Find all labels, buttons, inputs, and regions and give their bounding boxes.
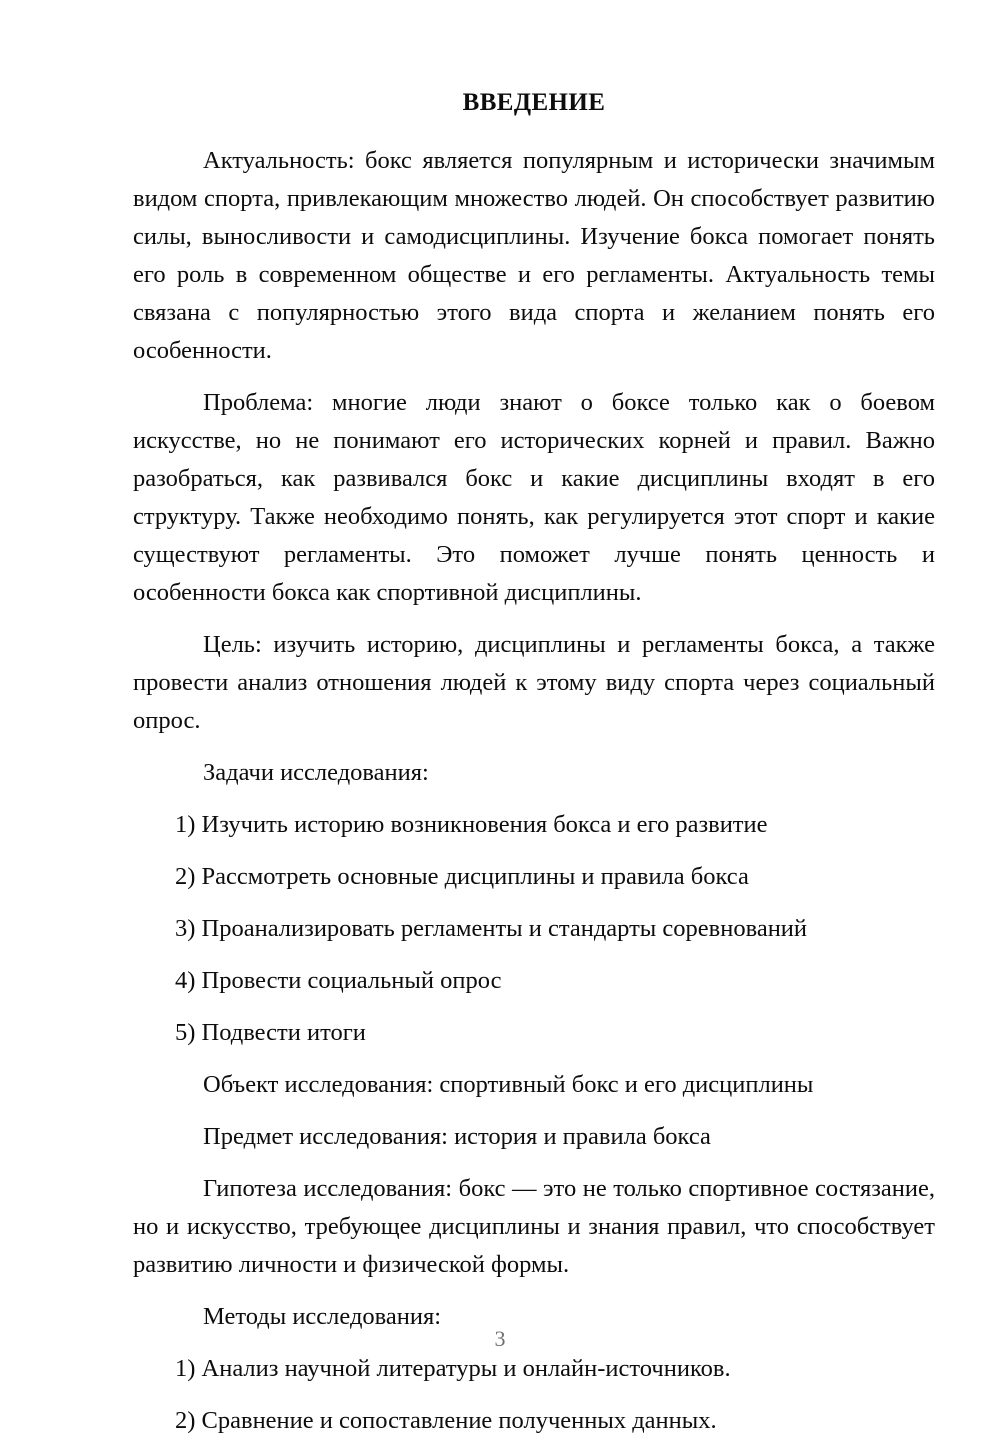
paragraph-subject: Предмет исследования: история и правила бокса (203, 1123, 711, 1150)
paragraph-relevance: Актуальность: бокс является популярным и исторически значимым видом спорта, привлекающим множество людей. Он способствует развитию силы, выносливости и самодисциплины. Изучение бокса помогает понять его роль в современном обществе и его регламенты. Актуальность темы связана с популярностью этого вида спорта и желанием понять его особенности. (133, 147, 935, 364)
tasks-list (133, 806, 935, 1052)
methods-heading: Методы исследования: (203, 1303, 442, 1330)
list-item: 4) Провести социальный опрос (175, 967, 502, 994)
tasks-heading: Задачи исследования: (203, 759, 429, 786)
page-title: ВВЕДЕНИЕ (462, 89, 606, 116)
list-item: 5) Подвести итоги (175, 1019, 366, 1046)
paragraph-object: Объект исследования: спортивный бокс и его дисциплины (203, 1071, 814, 1098)
list-item: 3) Проанализировать регламенты и стандарты соревнований (175, 915, 808, 942)
list-item: 2) Рассмотреть основные дисциплины и правила бокса (175, 863, 749, 890)
methods-list (133, 1350, 935, 1440)
paragraph-hypothesis: Гипотеза исследования: бокс — это не только спортивное состязание, но и искусство, требующее дисциплины и знания правил, что способствует развитию личности и физической формы. (133, 1175, 935, 1278)
page-number: 3 (494, 1326, 506, 1351)
list-item: 1) Анализ научной литературы и онлайн-источников. (175, 1355, 731, 1382)
document-body (133, 88, 935, 1454)
list-item: 1) Изучить историю возникновения бокса и его развитие (175, 811, 768, 838)
paragraph-problem: Проблема: многие люди знают о боксе только как о боевом искусстве, но не понимают его исторических корней и правил. Важно разобраться, как развивался бокс и какие дисциплины входят в его структуру. Также необходимо понять, как регулируется этот спорт и какие существуют регламенты. Это поможет лучше понять ценность и особенности бокса как спортивной дисциплины. (133, 389, 935, 606)
list-item: 2) Сравнение и сопоставление полученных данных. (175, 1407, 717, 1434)
paragraph-goal: Цель: изучить историю, дисциплины и регламенты бокса, а также провести анализ отношения людей к этому виду спорта через социальный опрос. (133, 631, 935, 734)
